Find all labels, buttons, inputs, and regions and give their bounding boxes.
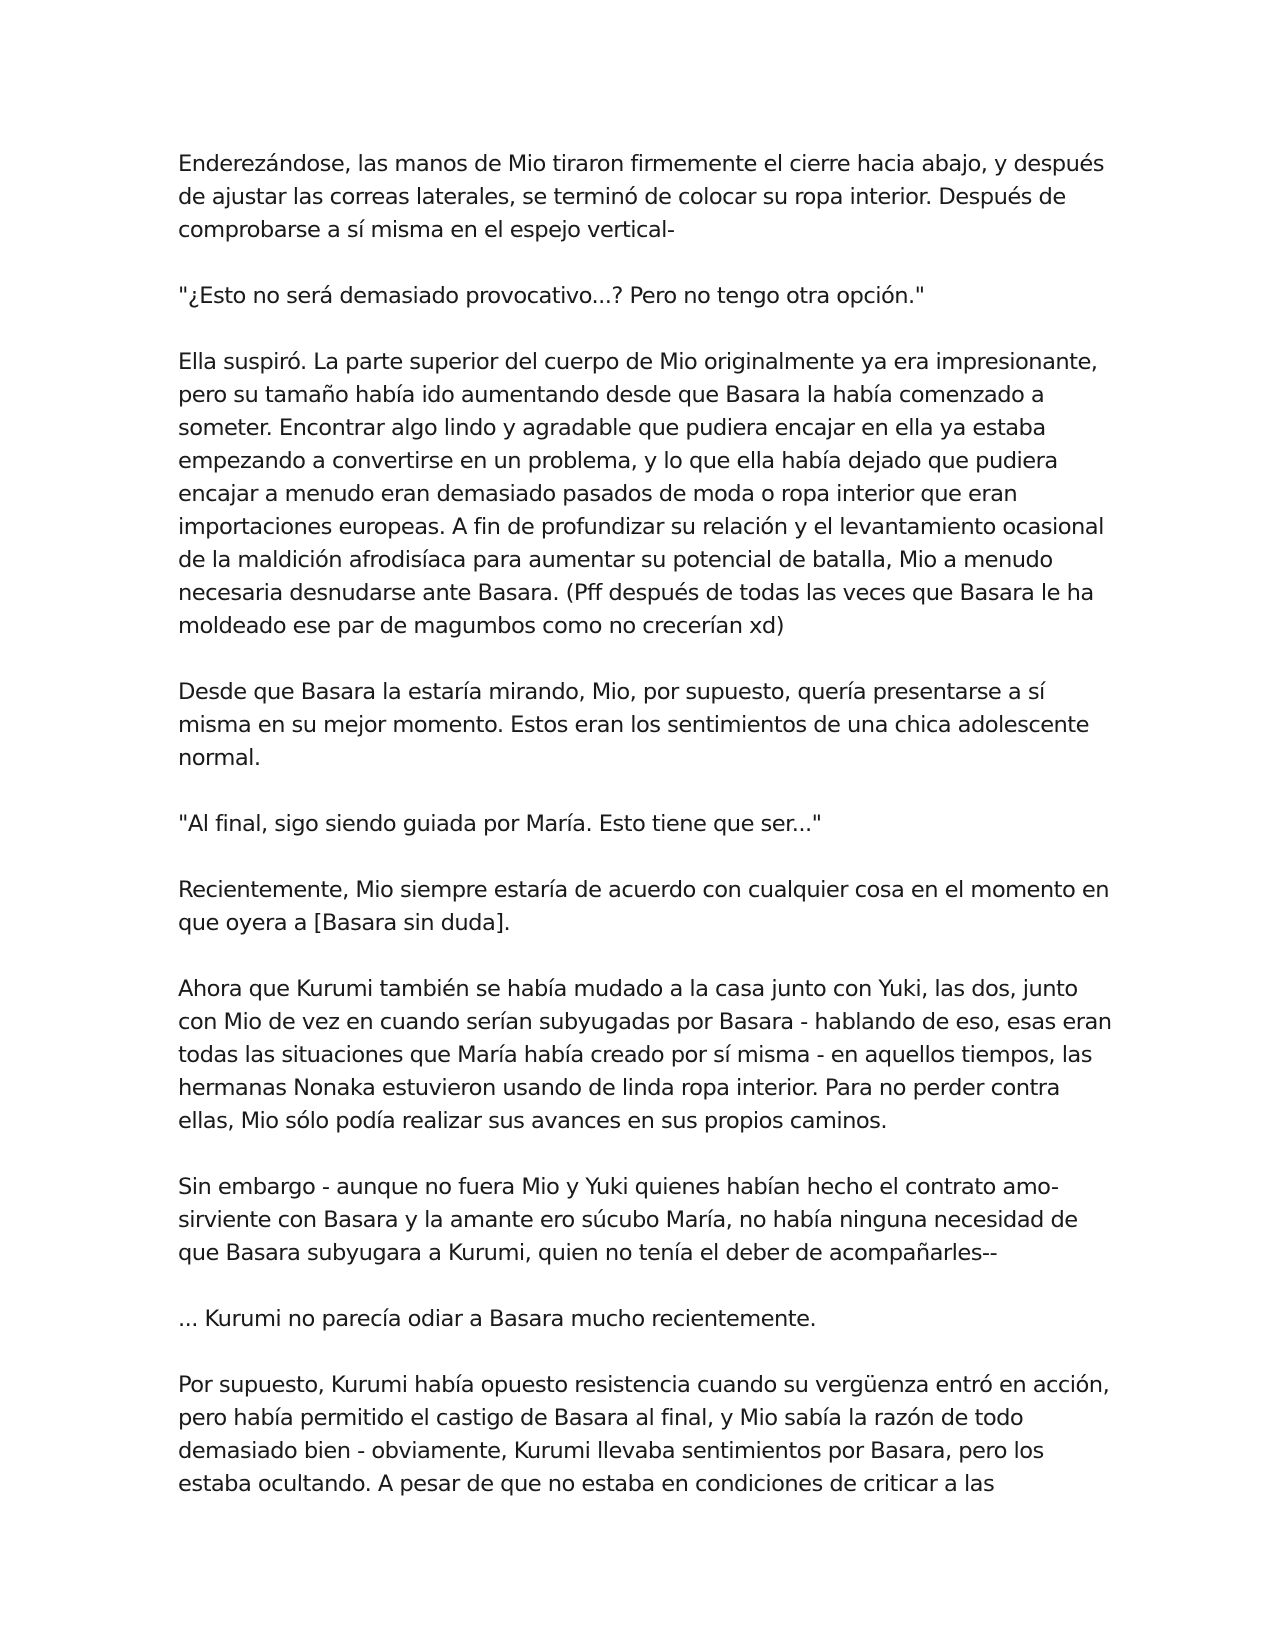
paragraph-10: Por supuesto, Kurumi había opuesto resistencia cuando su vergüenza entró en acción, pero había permitido el castigo de Basara al final, y Mio sabía la razón de todo demasiado bien - obviamente, Kurumi llevaba sentimientos por Basara, pero los estaba ocultando. A pesar de que no estaba en condiciones de criticar a las <box>178 1372 1110 1497</box>
paragraph-2: "¿Esto no será demasiado provocativo...? Pero no tengo otra opción." <box>178 283 925 309</box>
paragraph-8: Sin embargo - aunque no fuera Mio y Yuki quienes habían hecho el contrato amo-sirviente con Basara y la amante ero súcubo María, no había ninguna necesidad de que Basara subyugara a Kurumi, quien no tenía el deber de acompañarles-- <box>178 1174 1078 1266</box>
paragraph-6: Recientemente, Mio siempre estaría de acuerdo con cualquier cosa en el momento en que oyera a [Basara sin duda]. <box>178 877 1110 936</box>
paragraph-9: ... Kurumi no parecía odiar a Basara mucho recientemente. <box>178 1306 817 1332</box>
paragraph-4: Desde que Basara la estaría mirando, Mio, por supuesto, quería presentarse a sí misma en su mejor momento. Estos eran los sentimientos de una chica adolescente normal. <box>178 679 1089 771</box>
paragraph-5: "Al final, sigo siendo guiada por María. Esto tiene que ser..." <box>178 811 822 837</box>
paragraph-7: Ahora que Kurumi también se había mudado a la casa junto con Yuki, las dos, junto con Mio de vez en cuando serían subyugadas por Basara - hablando de eso, esas eran todas las situaciones que María había creado por sí misma - en aquellos tiempos, las hermanas Nonaka estuvieron usando de linda ropa interior. Para no perder contra ellas, Mio sólo podía realizar sus avances en sus propios caminos. <box>178 976 1112 1134</box>
paragraph-1: Enderezándose, las manos de Mio tiraron firmemente el cierre hacia abajo, y después de ajustar las correas laterales, se terminó de colocar su ropa interior. Después de comprobarse a sí misma en el espejo vertical- <box>178 151 1104 243</box>
paragraph-3: Ella suspiró. La parte superior del cuerpo de Mio originalmente ya era impresionante, pero su tamaño había ido aumentando desde que Basara la había comenzado a someter. Encontrar algo lindo y agradable que pudiera encajar en ella ya estaba empezando a convertirse en un problema, y lo que ella había dejado que pudiera encajar a menudo eran demasiado pasados de moda o ropa interior que eran importaciones europeas. A fin de profundizar su relación y el levantamiento ocasional de la maldición afrodisíaca para aumentar su potencial de batalla, Mio a menudo necesaria desnudarse ante Basara. (Pff después de todas las veces que Basara le ha moldeado ese par de magumbos como no crecerían xd) <box>178 349 1104 639</box>
document-body <box>178 148 1113 1501</box>
